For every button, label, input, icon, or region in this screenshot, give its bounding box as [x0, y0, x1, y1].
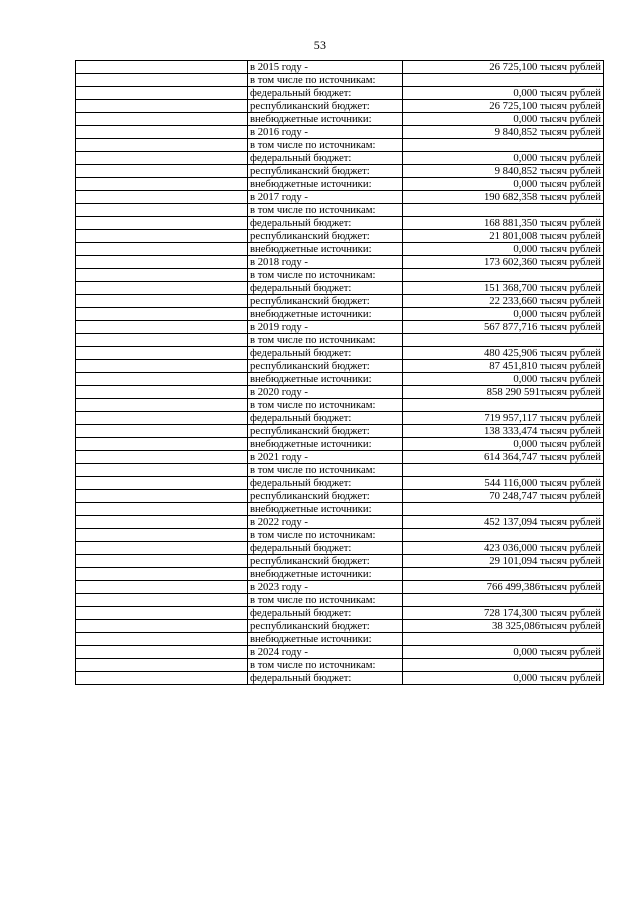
offbudget-label: внебюджетные источники: [248, 178, 403, 191]
offbudget-label: внебюджетные источники: [248, 113, 403, 126]
offbudget-amount [403, 503, 604, 516]
incl-amount [403, 399, 604, 412]
offbudget-row [76, 178, 604, 191]
budget-table [75, 60, 604, 685]
incl-label: в том числе по источникам: [248, 659, 403, 672]
empty-cell [76, 451, 248, 464]
empty-cell [76, 490, 248, 503]
incl-row [76, 464, 604, 477]
federal-label: федеральный бюджет: [248, 542, 403, 555]
offbudget-row [76, 633, 604, 646]
empty-cell [76, 477, 248, 490]
empty-cell [76, 581, 248, 594]
incl-label: в том числе по источникам: [248, 334, 403, 347]
incl-label: в том числе по источникам: [248, 204, 403, 217]
empty-cell [76, 230, 248, 243]
offbudget-label: внебюджетные источники: [248, 568, 403, 581]
year-row [76, 516, 604, 529]
empty-cell [76, 347, 248, 360]
empty-cell [76, 217, 248, 230]
republic-label: республиканский бюджет: [248, 620, 403, 633]
empty-cell [76, 659, 248, 672]
republic-amount: 29 101,094 тысяч рублей [403, 555, 604, 568]
year-row [76, 646, 604, 659]
empty-cell [76, 100, 248, 113]
republic-label: республиканский бюджет: [248, 425, 403, 438]
year-amount: 858 290 591тысяч рублей [403, 386, 604, 399]
empty-cell [76, 87, 248, 100]
empty-cell [76, 295, 248, 308]
federal-row [76, 477, 604, 490]
incl-row [76, 74, 604, 87]
empty-cell [76, 464, 248, 477]
offbudget-row [76, 113, 604, 126]
federal-label: федеральный бюджет: [248, 152, 403, 165]
federal-amount: 480 425,906 тысяч рублей [403, 347, 604, 360]
republic-amount: 87 451,810 тысяч рублей [403, 360, 604, 373]
incl-amount [403, 659, 604, 672]
offbudget-row [76, 373, 604, 386]
republic-amount: 9 840,852 тысяч рублей [403, 165, 604, 178]
year-label: в 2024 году - [248, 646, 403, 659]
page-number: 53 [313, 38, 327, 52]
year-label: в 2021 году - [248, 451, 403, 464]
empty-cell [76, 646, 248, 659]
republic-label: республиканский бюджет: [248, 295, 403, 308]
empty-cell [76, 165, 248, 178]
year-row [76, 581, 604, 594]
offbudget-label: внебюджетные источники: [248, 633, 403, 646]
federal-label: федеральный бюджет: [248, 282, 403, 295]
empty-cell [76, 360, 248, 373]
republic-amount: 70 248,747 тысяч рублей [403, 490, 604, 503]
year-label: в 2023 году - [248, 581, 403, 594]
incl-row [76, 659, 604, 672]
federal-label: федеральный бюджет: [248, 347, 403, 360]
federal-label: федеральный бюджет: [248, 217, 403, 230]
year-label: в 2022 году - [248, 516, 403, 529]
empty-cell [76, 204, 248, 217]
offbudget-row [76, 438, 604, 451]
incl-amount [403, 529, 604, 542]
incl-label: в том числе по источникам: [248, 464, 403, 477]
empty-cell [76, 672, 248, 685]
republic-row [76, 230, 604, 243]
offbudget-amount: 0,000 тысяч рублей [403, 178, 604, 191]
incl-amount [403, 74, 604, 87]
year-label: в 2015 году - [248, 61, 403, 74]
federal-amount: 168 881,350 тысяч рублей [403, 217, 604, 230]
incl-label: в том числе по источникам: [248, 74, 403, 87]
offbudget-amount: 0,000 тысяч рублей [403, 438, 604, 451]
incl-row [76, 399, 604, 412]
year-row [76, 61, 604, 74]
incl-row [76, 204, 604, 217]
year-label: в 2019 году - [248, 321, 403, 334]
incl-label: в том числе по источникам: [248, 529, 403, 542]
empty-cell [76, 438, 248, 451]
year-row [76, 191, 604, 204]
federal-amount: 728 174,300 тысяч рублей [403, 607, 604, 620]
federal-label: федеральный бюджет: [248, 607, 403, 620]
empty-cell [76, 386, 248, 399]
year-row [76, 451, 604, 464]
federal-label: федеральный бюджет: [248, 412, 403, 425]
republic-amount: 26 725,100 тысяч рублей [403, 100, 604, 113]
empty-cell [76, 516, 248, 529]
empty-cell [76, 308, 248, 321]
empty-cell [76, 126, 248, 139]
federal-amount: 0,000 тысяч рублей [403, 152, 604, 165]
federal-row [76, 607, 604, 620]
offbudget-label: внебюджетные источники: [248, 438, 403, 451]
year-row [76, 386, 604, 399]
federal-row [76, 347, 604, 360]
empty-cell [76, 282, 248, 295]
year-row [76, 321, 604, 334]
year-amount: 9 840,852 тысяч рублей [403, 126, 604, 139]
empty-cell [76, 321, 248, 334]
incl-amount [403, 269, 604, 282]
offbudget-amount [403, 633, 604, 646]
federal-amount: 544 116,000 тысяч рублей [403, 477, 604, 490]
federal-label: федеральный бюджет: [248, 672, 403, 685]
republic-amount: 38 325,086тысяч рублей [403, 620, 604, 633]
empty-cell [76, 243, 248, 256]
offbudget-amount: 0,000 тысяч рублей [403, 308, 604, 321]
offbudget-amount: 0,000 тысяч рублей [403, 373, 604, 386]
empty-cell [76, 503, 248, 516]
incl-label: в том числе по источникам: [248, 269, 403, 282]
empty-cell [76, 620, 248, 633]
federal-row [76, 87, 604, 100]
year-amount: 0,000 тысяч рублей [403, 646, 604, 659]
republic-row [76, 100, 604, 113]
empty-cell [76, 594, 248, 607]
federal-row [76, 282, 604, 295]
incl-row [76, 594, 604, 607]
republic-amount: 21 801,008 тысяч рублей [403, 230, 604, 243]
empty-cell [76, 529, 248, 542]
offbudget-amount: 0,000 тысяч рублей [403, 113, 604, 126]
republic-label: республиканский бюджет: [248, 230, 403, 243]
federal-amount: 0,000 тысяч рублей [403, 87, 604, 100]
republic-label: республиканский бюджет: [248, 555, 403, 568]
year-label: в 2018 году - [248, 256, 403, 269]
empty-cell [76, 399, 248, 412]
year-amount: 26 725,100 тысяч рублей [403, 61, 604, 74]
year-amount: 567 877,716 тысяч рублей [403, 321, 604, 334]
offbudget-row [76, 308, 604, 321]
empty-cell [76, 269, 248, 282]
offbudget-label: внебюджетные источники: [248, 308, 403, 321]
empty-cell [76, 425, 248, 438]
incl-label: в том числе по источникам: [248, 594, 403, 607]
incl-label: в том числе по источникам: [248, 399, 403, 412]
incl-amount [403, 464, 604, 477]
empty-cell [76, 256, 248, 269]
incl-row [76, 334, 604, 347]
year-label: в 2020 году - [248, 386, 403, 399]
federal-row [76, 412, 604, 425]
incl-row [76, 529, 604, 542]
incl-label: в том числе по источникам: [248, 139, 403, 152]
federal-row [76, 542, 604, 555]
year-label: в 2017 году - [248, 191, 403, 204]
year-amount: 452 137,094 тысяч рублей [403, 516, 604, 529]
republic-row [76, 555, 604, 568]
republic-label: республиканский бюджет: [248, 490, 403, 503]
empty-cell [76, 139, 248, 152]
empty-cell [76, 191, 248, 204]
year-amount: 190 682,358 тысяч рублей [403, 191, 604, 204]
empty-cell [76, 178, 248, 191]
year-amount: 173 602,360 тысяч рублей [403, 256, 604, 269]
republic-row [76, 360, 604, 373]
empty-cell [76, 74, 248, 87]
federal-row [76, 152, 604, 165]
empty-cell [76, 568, 248, 581]
empty-cell [76, 633, 248, 646]
incl-row [76, 139, 604, 152]
year-amount: 766 499,386тысяч рублей [403, 581, 604, 594]
federal-amount: 423 036,000 тысяч рублей [403, 542, 604, 555]
empty-cell [76, 542, 248, 555]
offbudget-amount: 0,000 тысяч рублей [403, 243, 604, 256]
republic-row [76, 620, 604, 633]
offbudget-amount [403, 568, 604, 581]
empty-cell [76, 152, 248, 165]
empty-cell [76, 555, 248, 568]
offbudget-label: внебюджетные источники: [248, 503, 403, 516]
empty-cell [76, 113, 248, 126]
incl-amount [403, 334, 604, 347]
year-row [76, 256, 604, 269]
republic-row [76, 490, 604, 503]
empty-cell [76, 373, 248, 386]
federal-row [76, 217, 604, 230]
federal-amount: 151 368,700 тысяч рублей [403, 282, 604, 295]
year-label: в 2016 году - [248, 126, 403, 139]
republic-label: республиканский бюджет: [248, 100, 403, 113]
federal-label: федеральный бюджет: [248, 87, 403, 100]
incl-amount [403, 204, 604, 217]
empty-cell [76, 412, 248, 425]
offbudget-row [76, 503, 604, 516]
empty-cell [76, 607, 248, 620]
offbudget-row [76, 568, 604, 581]
federal-amount: 0,000 тысяч рублей [403, 672, 604, 685]
republic-amount: 22 233,660 тысяч рублей [403, 295, 604, 308]
republic-row [76, 165, 604, 178]
empty-cell [76, 334, 248, 347]
offbudget-label: внебюджетные источники: [248, 373, 403, 386]
empty-cell [76, 61, 248, 74]
incl-amount [403, 139, 604, 152]
year-amount: 614 364,747 тысяч рублей [403, 451, 604, 464]
federal-amount: 719 957,117 тысяч рублей [403, 412, 604, 425]
republic-row [76, 425, 604, 438]
federal-row [76, 672, 604, 685]
incl-row [76, 269, 604, 282]
republic-label: республиканский бюджет: [248, 165, 403, 178]
offbudget-label: внебюджетные источники: [248, 243, 403, 256]
incl-amount [403, 594, 604, 607]
federal-label: федеральный бюджет: [248, 477, 403, 490]
republic-row [76, 295, 604, 308]
offbudget-row [76, 243, 604, 256]
year-row [76, 126, 604, 139]
republic-label: республиканский бюджет: [248, 360, 403, 373]
republic-amount: 138 333,474 тысяч рублей [403, 425, 604, 438]
